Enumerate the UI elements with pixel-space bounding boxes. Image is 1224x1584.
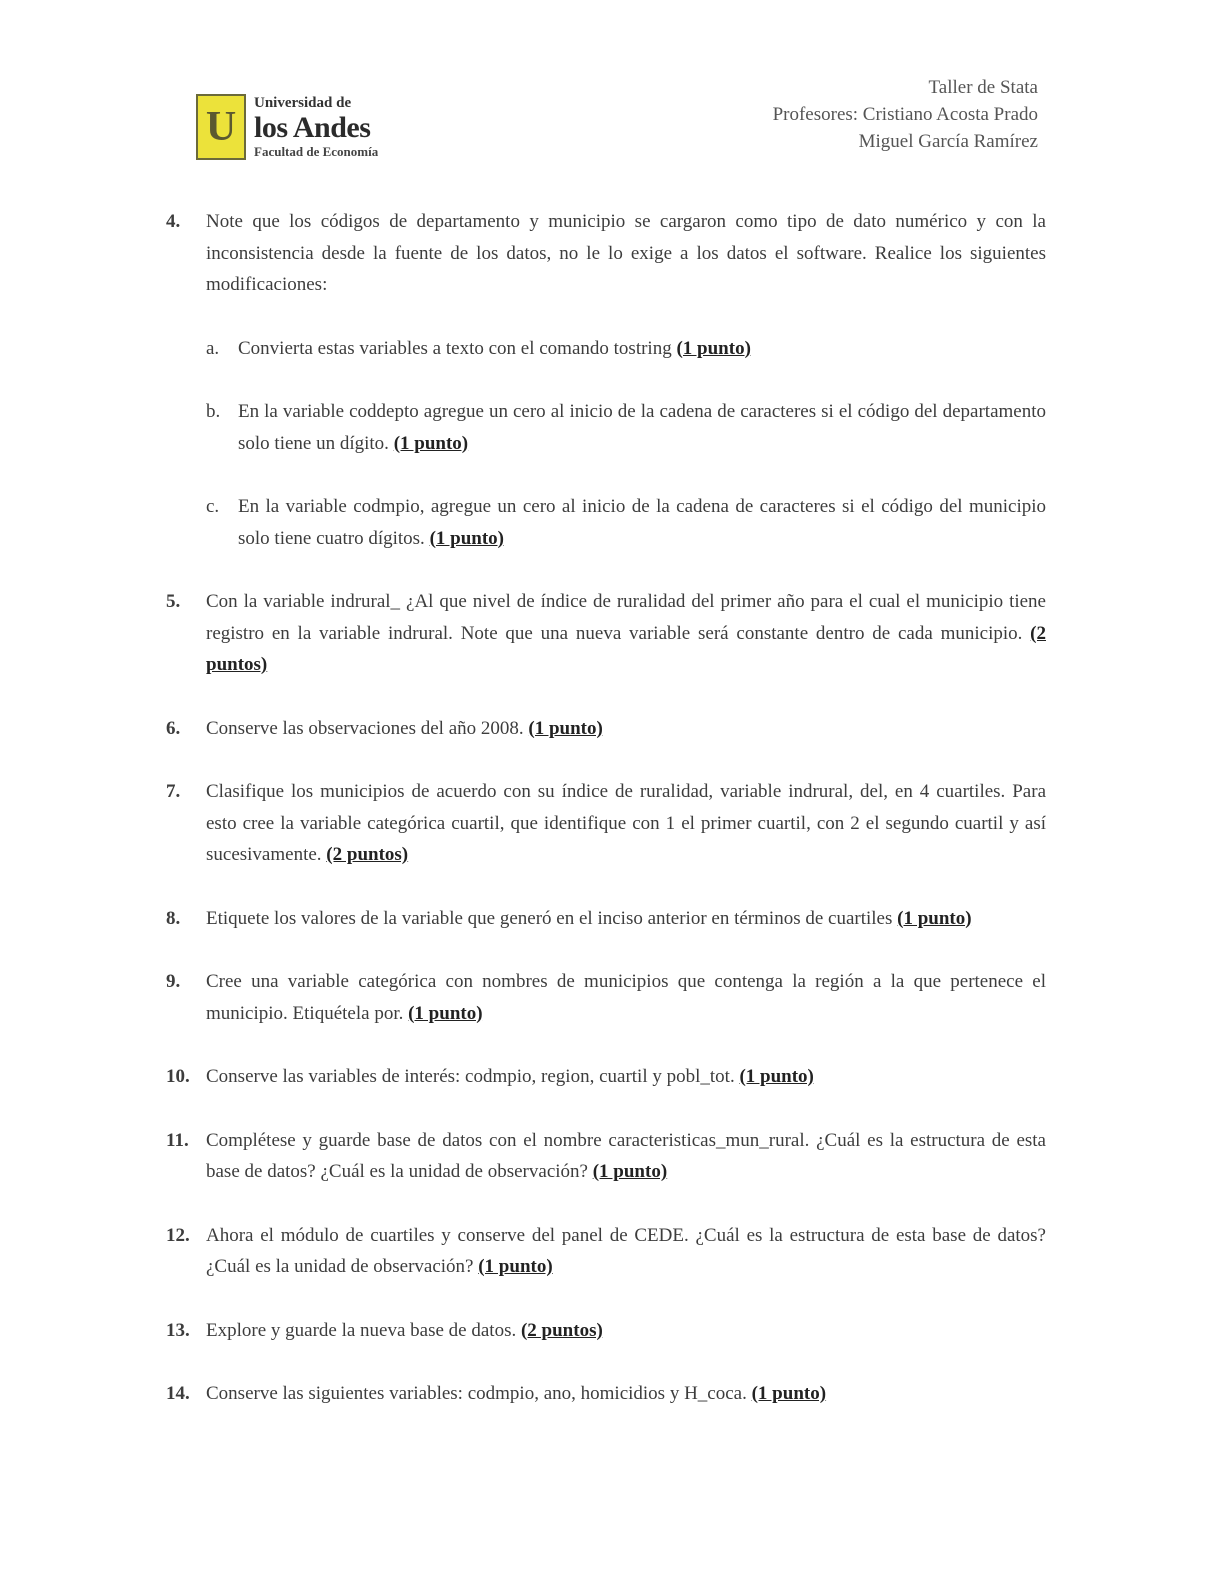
question-text: Explore y guarde la nueva base de datos. bbox=[206, 1319, 517, 1341]
logo-line-1: Universidad de bbox=[254, 95, 352, 111]
question-text: Conserve las variables de interés: codmpio, region, cuartil y pobl_tot. bbox=[206, 1066, 735, 1087]
question-points: (2 puntos) bbox=[206, 622, 1046, 675]
logo-line-3: Facultad de Economía bbox=[254, 144, 379, 159]
question-body bbox=[206, 1315, 1046, 1347]
question-item bbox=[166, 1315, 1046, 1347]
subquestion-letter: c. bbox=[206, 496, 220, 517]
question-number: 5. bbox=[166, 591, 181, 612]
question-points: (1 punto) bbox=[739, 1066, 814, 1087]
question-number: 10. bbox=[166, 1066, 190, 1087]
question-points: (1 punto) bbox=[528, 717, 603, 739]
subquestion-item bbox=[206, 396, 1046, 459]
question-list bbox=[166, 206, 1046, 1442]
subquestion-body bbox=[238, 333, 1046, 365]
header-title: Taller de Stata bbox=[928, 77, 1038, 98]
subquestion-points: (1 punto) bbox=[676, 337, 751, 359]
subquestion-text: Convierta estas variables a texto con el comando tostring bbox=[238, 337, 672, 359]
question-number: 8. bbox=[166, 907, 181, 929]
university-logo bbox=[196, 84, 400, 170]
subquestion-body bbox=[238, 491, 1046, 554]
subquestion-text: En la variable codmpio, agregue un cero al inicio de la cadena de caracteres si el código del municipio solo tiene cuatro dígitos. bbox=[238, 496, 1046, 549]
question-item bbox=[166, 776, 1046, 871]
question-item bbox=[166, 713, 1046, 745]
question-body bbox=[206, 776, 1046, 871]
header-professors: Profesores: Cristiano Acosta Prado bbox=[772, 104, 1038, 125]
question-number: 6. bbox=[166, 717, 181, 739]
subquestion-letter: b. bbox=[206, 401, 221, 422]
question-body bbox=[206, 1220, 1046, 1283]
question-body bbox=[206, 1061, 1046, 1093]
question-number: 13. bbox=[166, 1319, 190, 1341]
question-number: 14. bbox=[166, 1383, 190, 1404]
question-text: Complétese y guarde base de datos con el nombre caracteristicas_mun_rural. ¿Cuál es la estructura de esta base de datos? ¿Cuál es la unidad de observación? bbox=[206, 1129, 1046, 1182]
question-number: 11. bbox=[166, 1129, 189, 1151]
subquestion-text: En la variable coddepto agregue un cero al inicio de la cadena de caracteres si el código del departamento solo tiene un dígito. bbox=[238, 401, 1046, 454]
question-item bbox=[166, 903, 1046, 935]
question-text: Ahora el módulo de cuartiles y conserve del panel de CEDE. ¿Cuál es la estructura de esta base de datos? ¿Cuál es la unidad de observación? bbox=[206, 1224, 1046, 1277]
question-body bbox=[206, 206, 1046, 554]
question-item bbox=[166, 586, 1046, 681]
subquestion-item bbox=[206, 491, 1046, 554]
logo-wordmark bbox=[254, 94, 378, 160]
question-points: (1 punto) bbox=[478, 1256, 553, 1277]
subquestion-item bbox=[206, 333, 1046, 365]
header-assistant: Miguel García Ramírez bbox=[858, 131, 1038, 152]
question-body bbox=[206, 903, 1046, 935]
logo-emblem: U bbox=[196, 94, 246, 160]
question-number: 9. bbox=[166, 971, 181, 992]
question-item bbox=[166, 1220, 1046, 1283]
question-body bbox=[206, 966, 1046, 1029]
question-body bbox=[206, 1125, 1046, 1188]
question-item bbox=[166, 1061, 1046, 1093]
question-text: Cree una variable categórica con nombres de municipios que contenga la región a la que pertenece el municipio. Etiquétela por. bbox=[206, 971, 1046, 1024]
subquestion-points: (1 punto) bbox=[429, 527, 504, 549]
question-points: (1 punto) bbox=[897, 907, 972, 929]
subquestion-points: (1 punto) bbox=[393, 432, 469, 454]
question-body bbox=[206, 1378, 1046, 1410]
question-points: (2 puntos) bbox=[326, 844, 409, 865]
question-item bbox=[166, 966, 1046, 1029]
question-points: (1 punto) bbox=[592, 1161, 668, 1182]
question-body bbox=[206, 586, 1046, 681]
question-item bbox=[166, 1125, 1046, 1188]
question-text: Con la variable indrural_ ¿Al que nivel de índice de ruralidad del primer año para el cual el municipio tiene registro en la variable indrural. Note que una nueva variable será constante dentro de cada municipio. bbox=[206, 591, 1046, 644]
question-text: Conserve las siguientes variables: codmpio, ano, homicidios y H_coca. bbox=[206, 1383, 747, 1404]
subquestion-list bbox=[206, 333, 1046, 555]
question-number: 4. bbox=[166, 211, 181, 232]
document-header bbox=[773, 74, 1038, 155]
logo-line-2: los Andes bbox=[254, 111, 371, 144]
question-number: 12. bbox=[166, 1224, 190, 1246]
question-text: Note que los códigos de departamento y municipio se cargaron como tipo de dato numérico y con la inconsistencia desde la fuente de los datos, no le lo exige a los datos el software. Realice los siguientes modificaciones: bbox=[206, 211, 1046, 295]
question-points: (2 puntos) bbox=[520, 1319, 603, 1341]
question-points: (1 punto) bbox=[751, 1383, 827, 1404]
subquestion-body bbox=[238, 396, 1046, 459]
question-text: Conserve las observaciones del año 2008. bbox=[206, 717, 524, 739]
question-points: (1 punto) bbox=[408, 1002, 483, 1024]
question-text: Etiquete los valores de la variable que generó en el inciso anterior en términos de cuartiles bbox=[206, 907, 893, 929]
question-number: 7. bbox=[166, 781, 181, 802]
question-text: Clasifique los municipios de acuerdo con su índice de ruralidad, variable indrural, del, en 4 cuartiles. Para esto cree la variable categórica cuartil, que identifique con 1 el primer cuartil, con 2 el segundo cuartil y así sucesivamente. bbox=[206, 781, 1046, 865]
question-body bbox=[206, 713, 1046, 745]
subquestion-letter: a. bbox=[206, 337, 220, 359]
question-item bbox=[166, 1378, 1046, 1410]
question-item bbox=[166, 206, 1046, 554]
